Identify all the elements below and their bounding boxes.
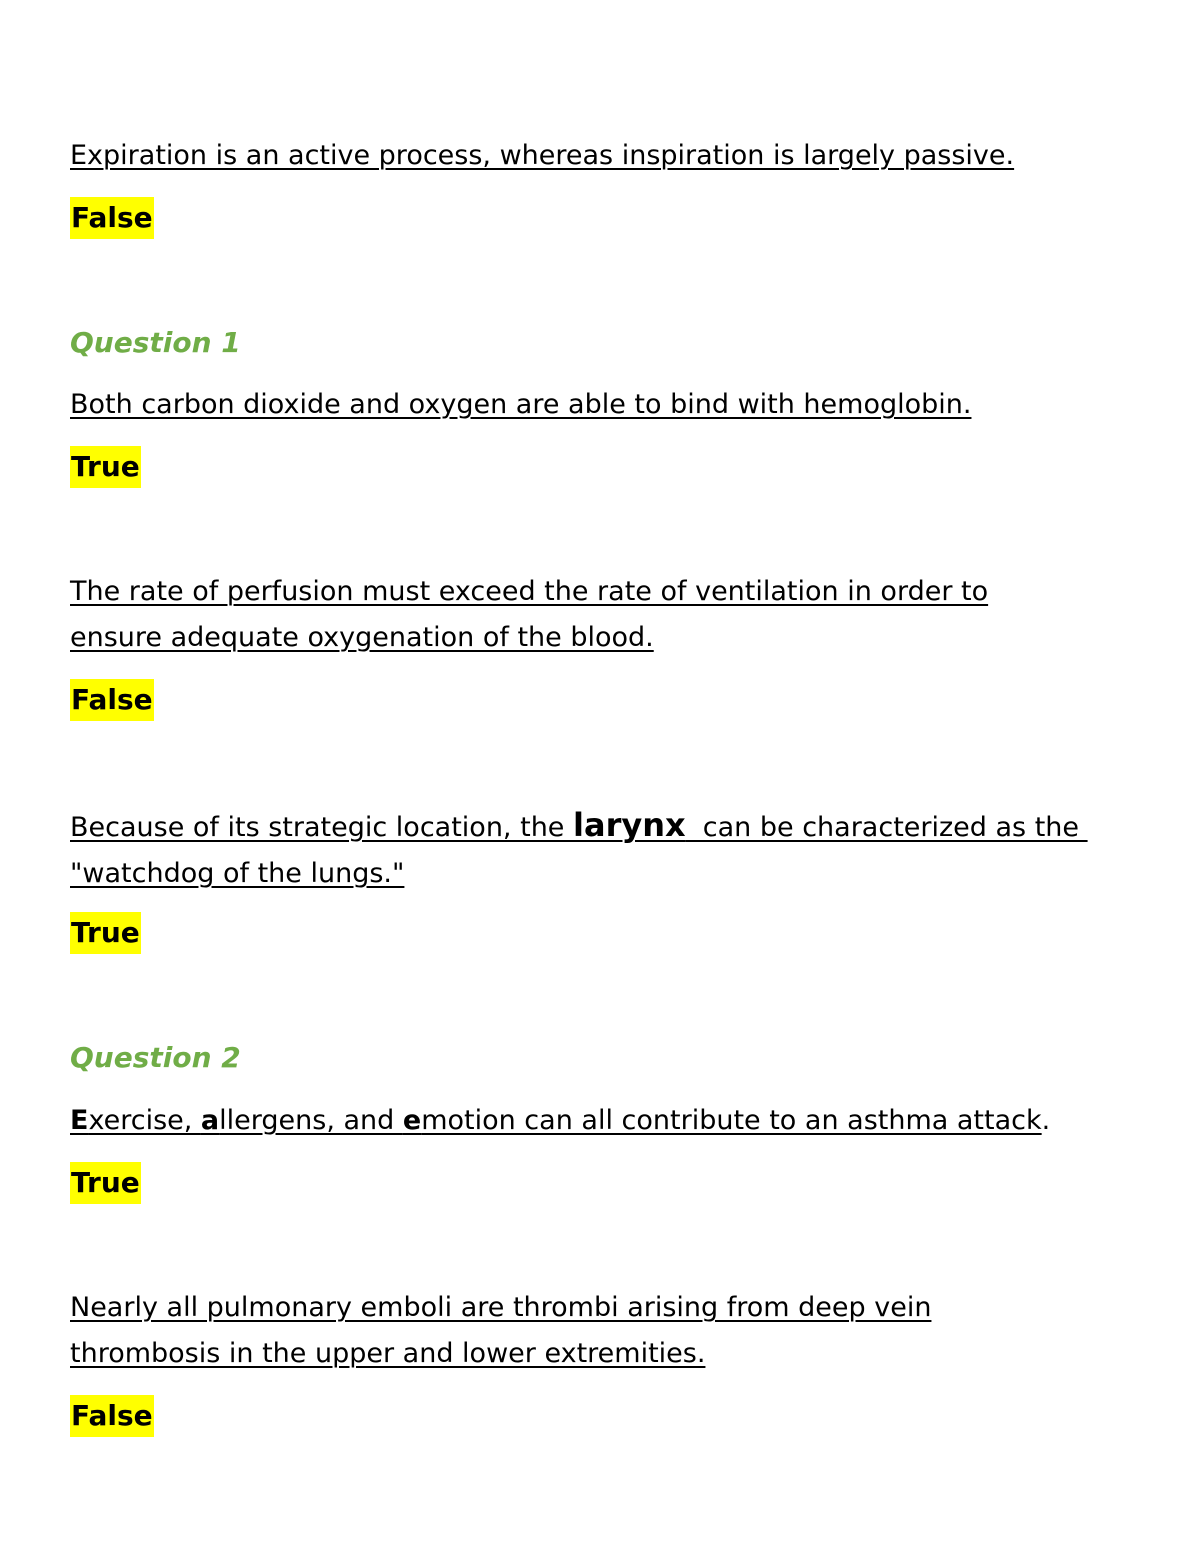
answer-badge: True	[70, 1162, 141, 1204]
statement-segment: llergens, and	[219, 1105, 403, 1136]
statement-initial: E	[70, 1105, 89, 1136]
statement-segment: xercise,	[88, 1105, 201, 1136]
statement-5	[70, 1098, 1150, 1144]
statement-4	[70, 802, 1150, 897]
answer-badge: False	[70, 1395, 154, 1437]
statement-6	[70, 1285, 1150, 1377]
question-heading: Question 1	[70, 326, 241, 359]
statement-period: .	[1041, 1105, 1051, 1136]
statement-after: can be characterized as the	[685, 812, 1088, 843]
statement-line-2: "watchdog of the lungs."	[70, 858, 405, 889]
answer-badge: True	[70, 446, 141, 488]
answer-badge: False	[70, 679, 154, 721]
statement-line-2: thrombosis in the upper and lower extremities.	[70, 1338, 706, 1369]
emphasis-word: larynx	[573, 806, 686, 844]
statement-2	[70, 382, 1150, 428]
statement-line-1: The rate of perfusion must exceed the rate of ventilation in order to	[70, 576, 989, 607]
statement-initial: e	[402, 1105, 422, 1136]
question-heading: Question 2	[70, 1041, 241, 1074]
statement-3	[70, 569, 1150, 661]
statement-line-1: Nearly all pulmonary emboli are thrombi arising from deep vein	[70, 1292, 932, 1323]
statement-text: Expiration is an active process, whereas inspiration is largely passive.	[70, 140, 1015, 171]
answer-badge: False	[70, 197, 154, 239]
statement-before: Because of its strategic location, the	[70, 812, 573, 843]
statement-line-2: ensure adequate oxygenation of the blood.	[70, 622, 654, 653]
statement-text: Both carbon dioxide and oxygen are able to bind with hemoglobin.	[70, 389, 972, 420]
statement-segment: motion can all contribute to an asthma attack	[421, 1105, 1042, 1136]
statement-initial: a	[200, 1105, 220, 1136]
answer-badge: True	[70, 912, 141, 954]
statement-1	[70, 133, 1150, 179]
